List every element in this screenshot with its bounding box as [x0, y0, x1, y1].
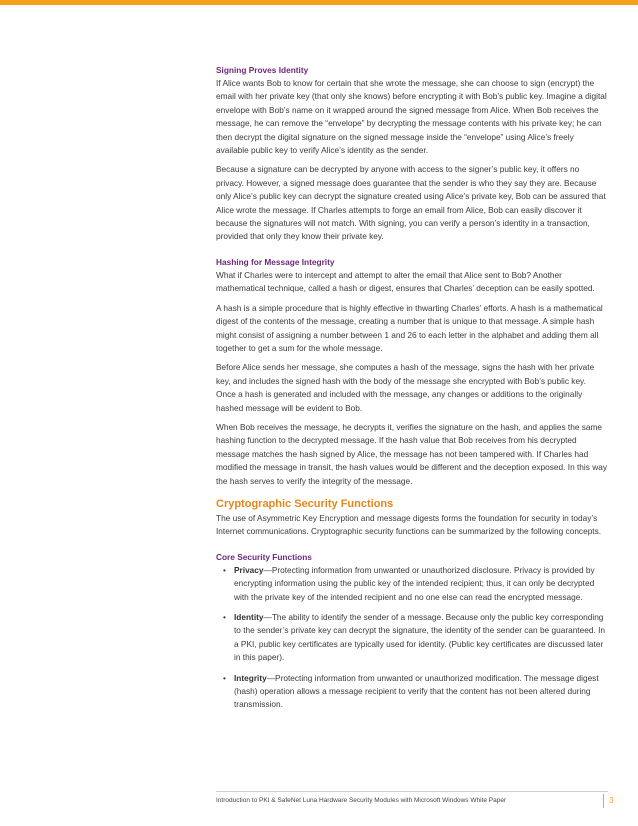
page-number: 3 [609, 796, 614, 805]
paragraph: Before Alice sends her message, she computes a hash of the message, signs the hash with her private key, and includes the signed hash with the body of the message she encrypted with Bob’s public key. Once a hash is generated and included with the message, any changes or additions to the originally hashed message will be evident to Bob. [216, 362, 595, 413]
list-item-text: —The ability to identify the sender of a message. Because only the public key corresponding to the sender’s private key can decrypt the signature, the identity of the sender can be guaranteed. In a PKI, public key certificates are typically used for identity. (Public key certificates are discussed later in this paper). [234, 612, 605, 663]
list-item-term: Privacy [234, 564, 264, 575]
list-item-text: —Protecting information from unwanted or unauthorized disclosure. Privacy is provided by encrypting information using the public key of the intended recipient; thus, it can only be decrypted with the private key of the intended recipient and no one else can read the encrypted message. [234, 564, 595, 602]
footer-title: Introduction to PKI & SafeNet Luna Hardware Security Modules with Microsoft Windows White Paper [216, 797, 507, 804]
paragraph: The use of Asymmetric Key Encryption and message digests forms the foundation for security in today’s Internet communications. Cryptographic security functions can be summarized by the following concepts. [216, 512, 602, 537]
page-number-separator [603, 794, 604, 808]
paragraph: When Bob receives the message, he decrypts it, verifies the signature on the hash, and applies the same hashing function to the decrypted message. If the hash value that Bob receives from his decrypted message matches the hash signed by Alice, the message has not been tampered with. If Charles had modified the message in transit, the hash values would be different and the deception exposed. In this way the hash serves to verify the integrity of the message. [216, 421, 607, 486]
list-item-privacy [216, 564, 608, 604]
list-item-term: Identity [234, 612, 264, 622]
list-item-term: Integrity [234, 672, 267, 683]
section-heading-cryptographic-functions: Cryptographic Security Functions [216, 497, 394, 510]
paragraph: What if Charles were to intercept and attempt to alter the email that Alice sent to Bob? Another mathematical technique, called a hash or digest, ensures that Charles’ deception can be easily spotted. [216, 269, 595, 294]
bullet-icon: • [223, 612, 226, 622]
section-heading-signing: Signing Proves Identity [216, 65, 309, 75]
paragraph: A hash is a simple procedure that is highly effective in thwarting Charles’ efforts. A hash is a mathematical digest of the contents of the message, creating a number that is unique to that message. A simple hash might consist of assigning a number between 1 and 26 to each letter in the alphabet and adding them all together to get a sum for the whole message. [216, 302, 603, 353]
list-item-text: —Protecting information from unwanted or unauthorized modification. The message digest (hash) operation allows a message recipient to verify that the content has not been altered during transmission. [234, 672, 599, 710]
bullet-icon: • [223, 564, 226, 575]
core-functions-list [216, 564, 608, 712]
section-heading-hashing: Hashing for Message Integrity [216, 256, 335, 267]
paragraph: If Alice wants Bob to know for certain that she wrote the message, she can choose to sign (encrypt) the email with her private key (that only she knows) before encrypting it with Bob’s public key. Imagine a digital envelope with Bob’s name on it wrapped around the signed message from Alice. When Bob receives the message, he can remove the “envelope” by decrypting the message contents with his private key; he can then decrypt the digital signature on the signed message inside the “envelope” using Alice’s freely available public key to verify Alice’s identity as the sender. [216, 78, 607, 156]
footer-divider [216, 791, 608, 792]
list-item-identity [216, 611, 608, 665]
top-accent-bar [0, 0, 638, 5]
section-heading-core-functions: Core Security Functions [216, 551, 312, 562]
list-item-integrity [216, 672, 608, 712]
bullet-icon: • [223, 672, 226, 683]
page-content [216, 63, 608, 719]
paragraph: Because a signature can be decrypted by anyone with access to the signer’s public key, it offers no privacy. However, a signed message does guarantee that the sender is who they say they are. Because only Alice’s public key can decrypt the signature created using Alice’s private key, Bob can be assured that Alice wrote the message. If Charles attempts to forge an email from Alice, Bob can easily discover it because the signatures will not match. With signing, you can verify a person’s identity in a transaction, provided that only they know their private key. [216, 164, 606, 242]
